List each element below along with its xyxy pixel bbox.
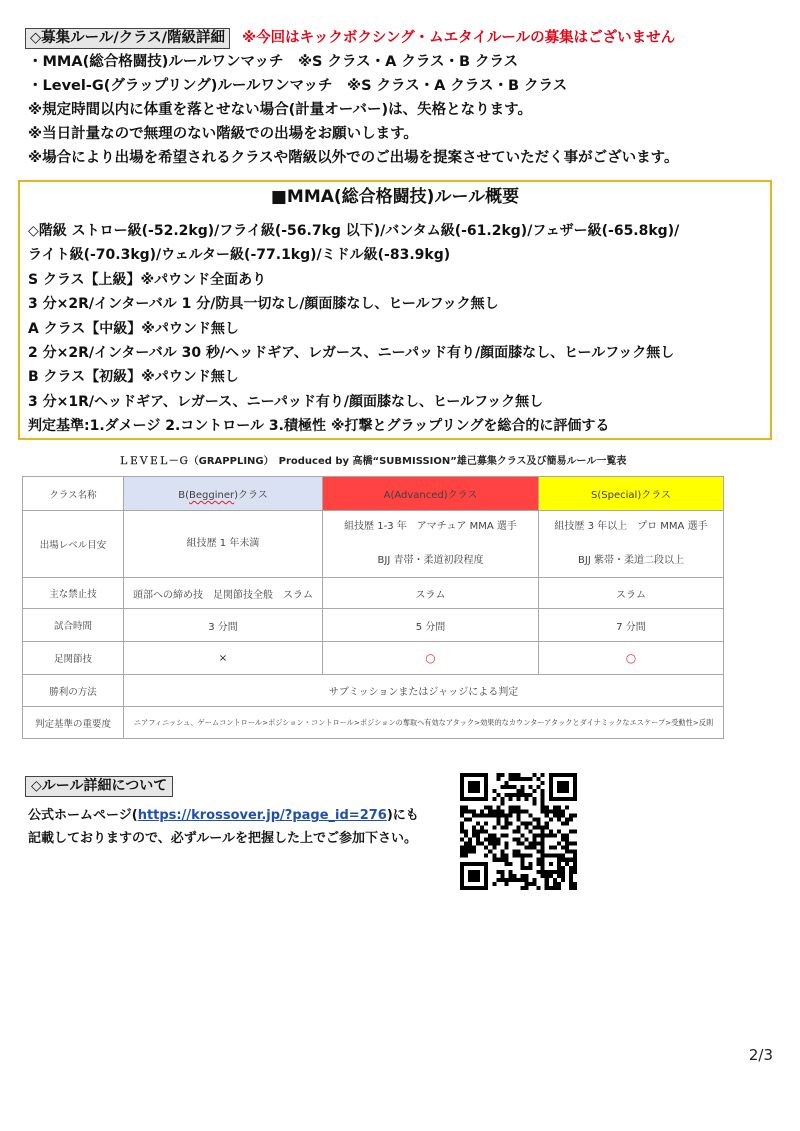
mma-rules-box bbox=[18, 180, 772, 440]
s-class-rules: 3 分×2R/インターバル 1 分/防具一切なし/顔面膝なし、ヒールフック無し bbox=[28, 296, 499, 313]
alternative-class-note: ※場合により出場を希望されるクラスや階級以外でのご出場を提案させていただく事がございます。 bbox=[28, 150, 679, 166]
class-header-s-word: Special bbox=[601, 490, 638, 501]
prohibited-a-cell: スラム bbox=[323, 578, 539, 609]
homepage-line bbox=[28, 804, 419, 827]
prohibited-s-cell: スラム bbox=[539, 578, 724, 609]
b-class-heading: B クラス【初級】※パウンド無し bbox=[28, 369, 239, 386]
recruitment-heading: ◇募集ルール/クラス/階級詳細 bbox=[25, 28, 230, 49]
class-header-s-suffix: )クラス bbox=[637, 490, 671, 501]
grappling-class-table bbox=[22, 476, 724, 739]
class-header-a-suffix: )クラス bbox=[443, 490, 478, 501]
leg-locks-a-cell bbox=[323, 642, 539, 675]
page-number: 2/3 bbox=[748, 1046, 773, 1064]
not-allowed-mark: × bbox=[218, 652, 228, 664]
class-header-b-prefix: B( bbox=[178, 490, 190, 501]
homepage-link[interactable]: https://krossover.jp/?page_id=276 bbox=[137, 808, 387, 823]
match-time-b-cell: 3 分間 bbox=[124, 609, 323, 642]
judging-criteria: 判定基準:1.ダメージ 2.コントロール 3.積極性 ※打撃とグラップリングを総合的に評価する bbox=[28, 418, 610, 435]
row-label-match-time: 試合時間 bbox=[23, 609, 124, 642]
qr-code bbox=[460, 773, 577, 890]
table-row bbox=[23, 578, 724, 609]
mma-one-match-line: ・MMA(総合格闘技)ルールワンマッチ ※S クラス・A クラス・B クラス bbox=[28, 54, 519, 70]
homepage-prefix: 公式ホームページ( bbox=[28, 808, 138, 823]
leg-locks-s-cell bbox=[539, 642, 724, 675]
table-header-label: クラス名称 bbox=[23, 477, 124, 511]
weight-classes-line-2: ライト級(-70.3kg)/ウェルター級(-77.1kg)/ミドル級(-83.9kg) bbox=[28, 247, 451, 264]
level-b-cell bbox=[124, 511, 323, 578]
class-header-b bbox=[124, 477, 323, 511]
closing-line: 記載しておりますので、必ずルールを把握した上でご参加下さい。 bbox=[28, 831, 417, 846]
win-method-cell: サブミッションまたはジャッジによる判定 bbox=[124, 675, 724, 707]
a-class-heading: A クラス【中級】※パウンド無し bbox=[28, 320, 239, 337]
allowed-circle-mark: ○ bbox=[625, 651, 637, 665]
prohibited-b-cell: 頭部への締め技 足関節技全般 スラム bbox=[124, 578, 323, 609]
s-class-heading: S クラス【上級】※パウンド全面あり bbox=[28, 271, 267, 288]
table-header-row bbox=[23, 477, 724, 511]
level-s-line-2: BJJ 紫帯・柔道二段以上 bbox=[578, 555, 684, 566]
row-label-prohibited: 主な禁止技 bbox=[23, 578, 124, 609]
no-kickboxing-notice: ※今回はキックボクシング・ムエタイルールの募集はございません bbox=[242, 30, 676, 46]
allowed-circle-mark: ○ bbox=[425, 651, 436, 665]
class-header-b-word: Begginer bbox=[189, 490, 235, 501]
class-header-b-suffix: )クラス bbox=[234, 490, 268, 501]
rule-details-heading: ◇ルール詳細について bbox=[25, 776, 173, 797]
same-day-weigh-in-note: ※当日計量なので無理のない階級での出場をお願いします。 bbox=[28, 126, 418, 142]
level-a-line-1: 組技歴 1-3 年 アマチュア MMA 選手 bbox=[344, 521, 517, 532]
recruitment-list bbox=[28, 50, 679, 170]
judging-priority-cell: ニアフィニッシュ、ゲームコントロール>ポジション・コントロール>ポジションの奪取へ有効なアタック>効果的なカウンターアタックとダイナミックなエスケープ>受動性>反則 bbox=[124, 707, 724, 739]
mma-rules-title: ■MMA(総合格闘技)ルール概要 bbox=[270, 187, 520, 207]
mma-rules-list bbox=[28, 219, 762, 439]
leg-locks-b-cell bbox=[124, 642, 323, 675]
level-s-cell bbox=[539, 511, 724, 578]
level-s-line-1: 組技歴 3 年以上 プロ MMA 選手 bbox=[554, 521, 708, 532]
match-time-a-cell: 5 分間 bbox=[323, 609, 539, 642]
weight-classes-line-1: ◇階級 ストロー級(-52.2kg)/フライ級(-56.7kg 以下)/バンタム級(-61.2kg)/フェザー級(-65.8kg)/ bbox=[28, 223, 680, 239]
level-g-one-match-line: ・Level-G(グラップリング)ルールワンマッチ ※S クラス・A クラス・B クラス bbox=[28, 78, 568, 94]
table-row bbox=[23, 609, 724, 642]
rule-details-text bbox=[28, 804, 419, 850]
row-label-judging-priority: 判定基準の重要度 bbox=[23, 707, 124, 739]
match-time-s-cell: 7 分間 bbox=[539, 609, 724, 642]
grappling-table-caption: ＬＥＶＥＬ－Ｇ（GRAPPLING） Produced by 高橋“SUBMISSION”雄己募集クラス及び簡易ルール一覧表 bbox=[118, 456, 627, 467]
level-b-line-1: 組技歴 1 年未満 bbox=[186, 538, 260, 549]
homepage-suffix: )にも bbox=[386, 808, 419, 823]
a-class-rules: 2 分×2R/インターバル 30 秒/ヘッドギア、レガース、ニーパッド有り/顔面膝なし、ヒールフック無し bbox=[28, 345, 675, 362]
recruitment-heading-row bbox=[25, 28, 675, 49]
table-row bbox=[23, 707, 724, 739]
level-a-cell bbox=[323, 511, 539, 578]
class-header-a bbox=[323, 477, 539, 511]
row-label-win-method: 勝利の方法 bbox=[23, 675, 124, 707]
row-label-leg-locks: 足関節技 bbox=[23, 642, 124, 675]
class-header-a-prefix: A( bbox=[383, 490, 395, 501]
class-header-s-prefix: S( bbox=[591, 490, 602, 501]
table-row bbox=[23, 675, 724, 707]
weigh-in-disqualification-note: ※規定時間以内に体重を落とせない場合(計量オーバー)は、失格となります。 bbox=[28, 102, 532, 118]
table-body bbox=[23, 477, 724, 739]
b-class-rules: 3 分×1R/ヘッドギア、レガース、ニーパッド有り/顔面膝なし、ヒールフック無し bbox=[28, 393, 544, 410]
level-a-line-2: BJJ 青帯・柔道初段程度 bbox=[377, 555, 484, 566]
class-header-s bbox=[539, 477, 724, 511]
class-header-a-word: Advanced bbox=[394, 490, 444, 501]
row-label-level: 出場レベル目安 bbox=[23, 511, 124, 578]
table-row bbox=[23, 511, 724, 578]
table-row bbox=[23, 642, 724, 675]
